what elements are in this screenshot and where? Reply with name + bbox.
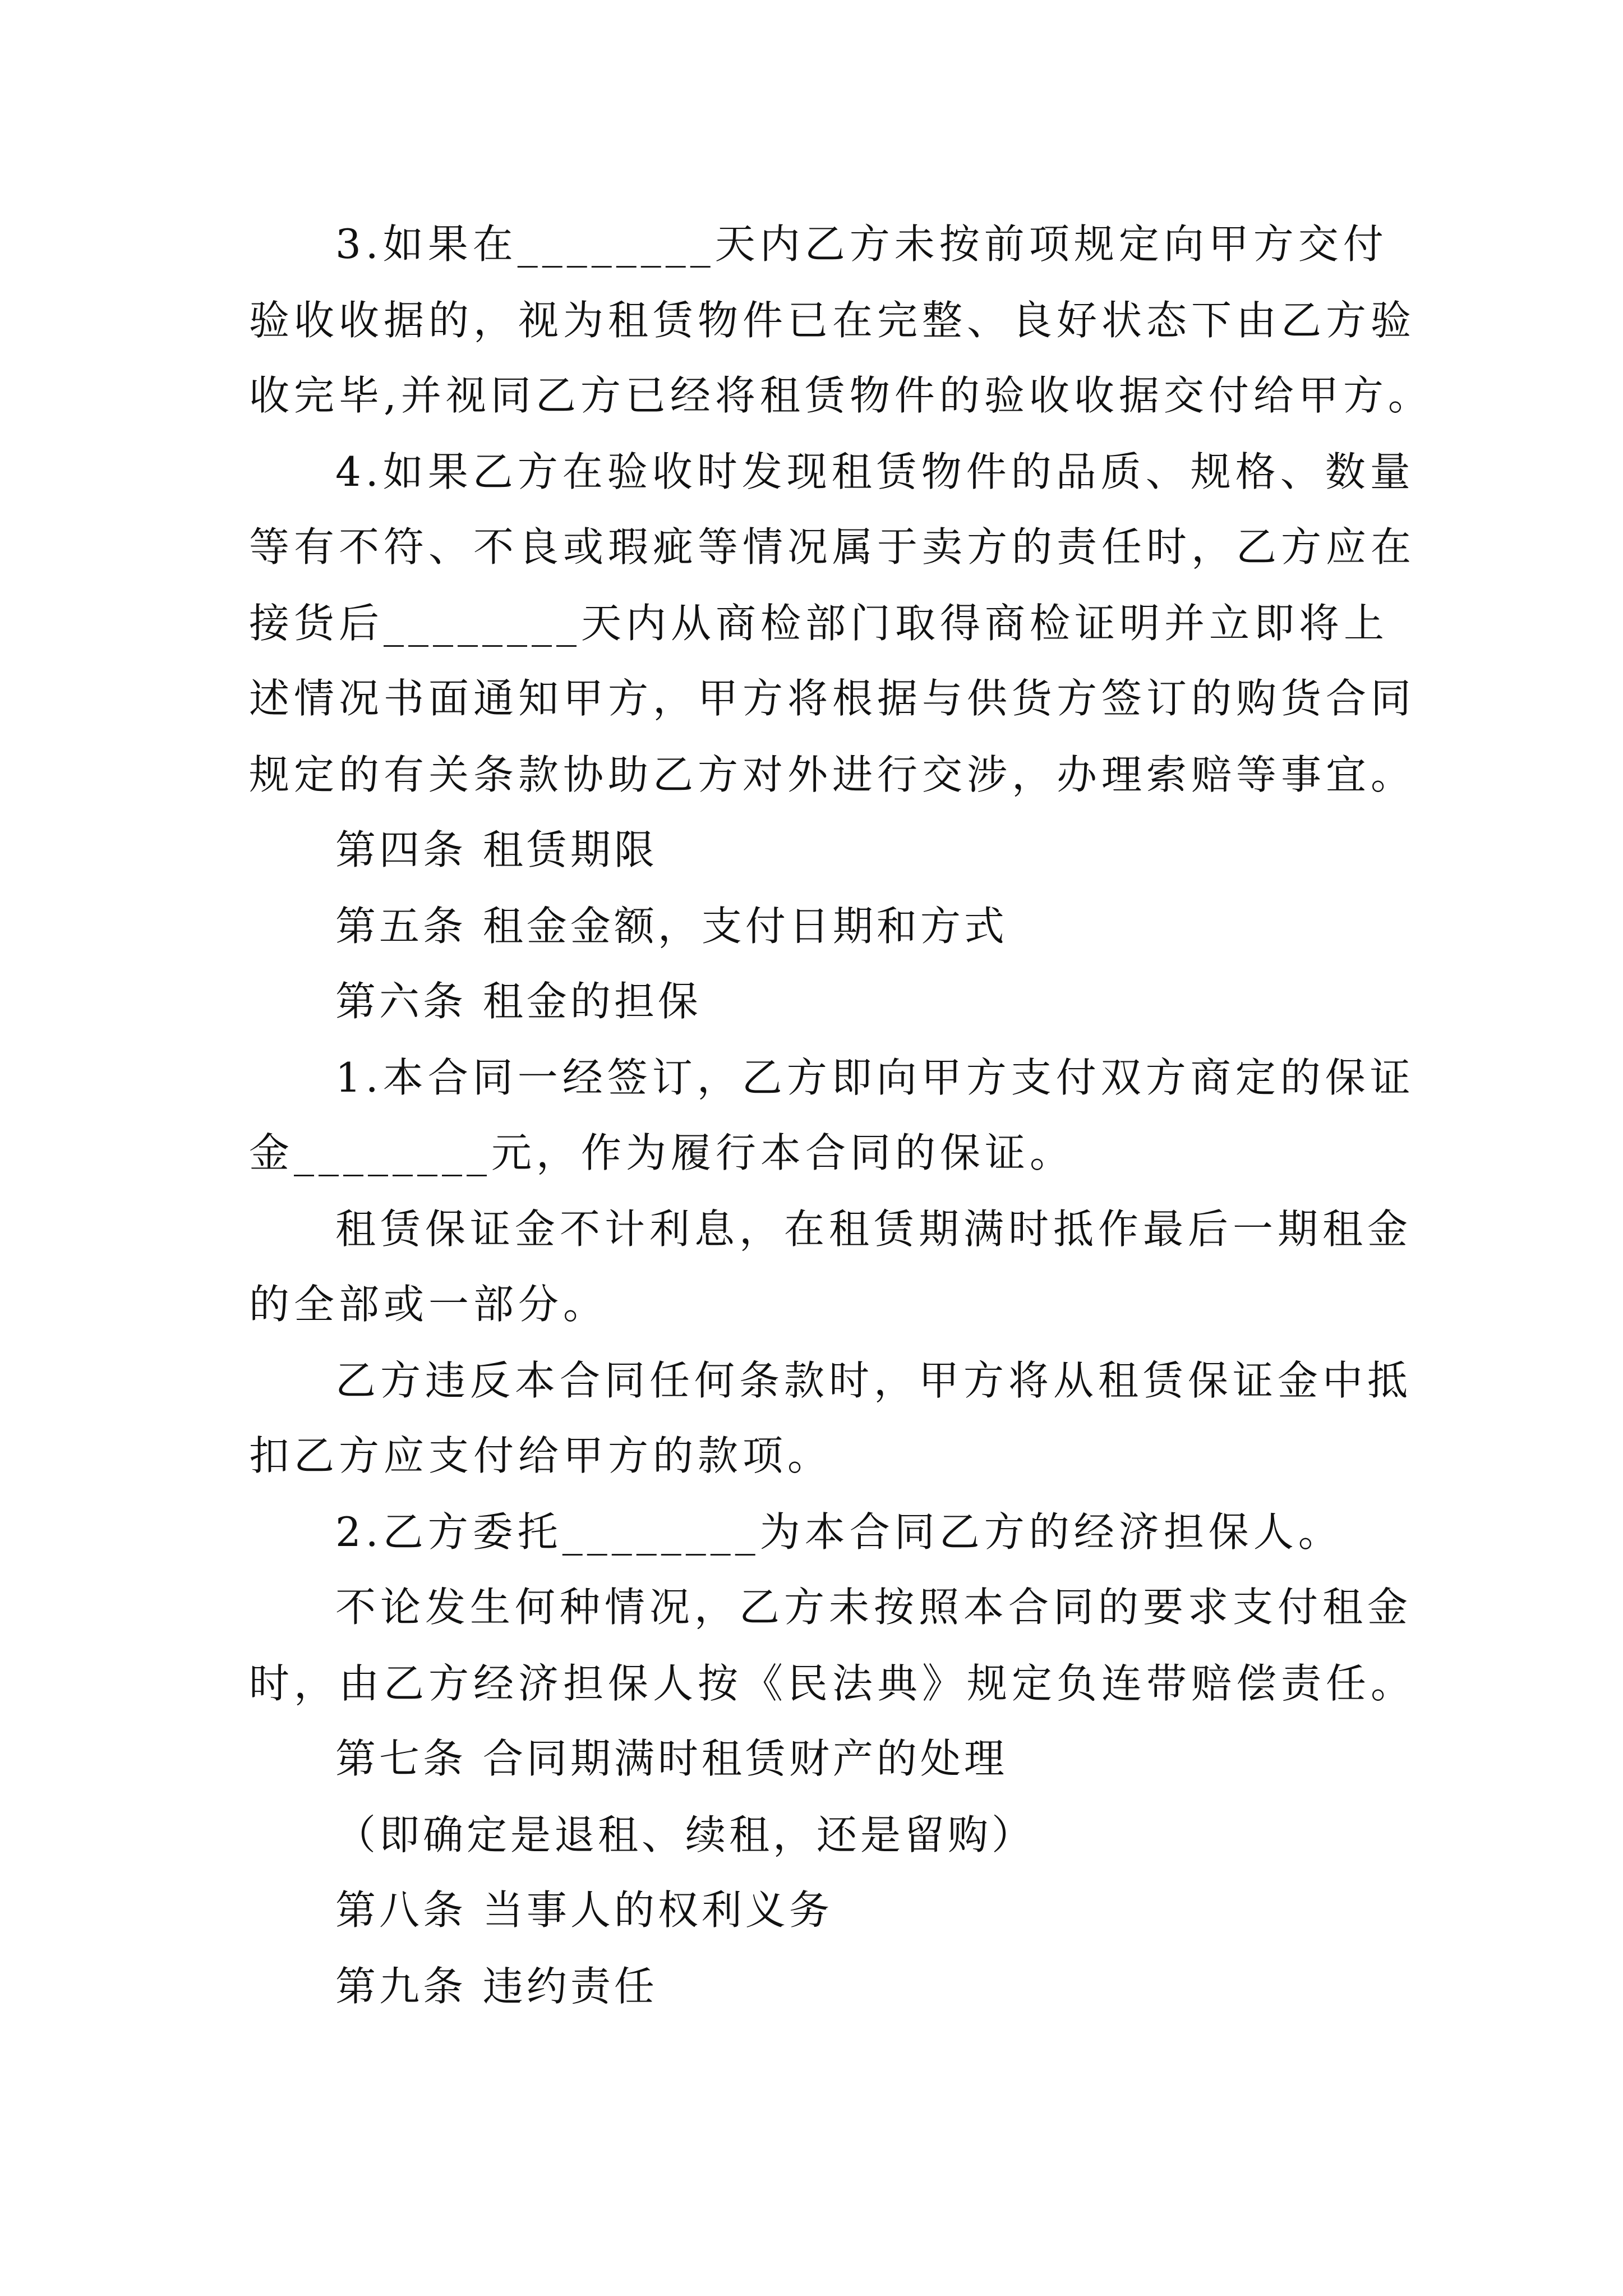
article-5-heading: 第五条 租金金额，支付日期和方式	[335, 903, 1008, 950]
article-4-heading: 第四条 租赁期限	[335, 826, 658, 873]
article-6-heading: 第六条 租金的担保	[335, 978, 702, 1025]
clause-4-line-1: 4.如果乙方在验收时发现租赁物件的品质、规格、数量	[335, 448, 1415, 495]
article-7-heading: 第七条 合同期满时租赁财产的处理	[335, 1735, 1008, 1782]
deposit-interest-line-1: 租赁保证金不计利息，在租赁期满时抵作最后一期租金	[335, 1205, 1413, 1253]
article-7-note: （即确定是退租、续租，还是留购）	[335, 1811, 1036, 1858]
deposit-clause-line-1: 1.本合同一经签订，乙方即向甲方支付双方商定的保证	[335, 1054, 1415, 1101]
clause-4-line-4: 述情况书面通知甲方，甲方将根据与供货方签订的购货合同	[249, 675, 1416, 722]
breach-deduction-line-2: 扣乙方应支付给甲方的款项。	[249, 1432, 833, 1479]
article-9-heading: 第九条 违约责任	[335, 1963, 658, 2010]
guarantor-clause-line: 2.乙方委托________为本合同乙方的经济担保人。	[335, 1508, 1343, 1556]
clause-3-line-1: 3.如果在________天内乙方未按前项规定向甲方交付	[335, 220, 1388, 268]
clause-4-line-2: 等有不符、不良或瑕疵等情况属于卖方的责任时，乙方应在	[249, 523, 1416, 570]
guarantor-liability-line-1: 不论发生何种情况，乙方未按照本合同的要求支付租金	[335, 1584, 1413, 1631]
clause-4-line-3: 接货后________天内从商检部门取得商检证明并立即将上	[249, 600, 1389, 647]
clause-3-line-3: 收完毕,并视同乙方已经将租赁物件的验收收据交付给甲方。	[249, 372, 1433, 419]
article-8-heading: 第八条 当事人的权利义务	[335, 1887, 833, 1934]
guarantor-liability-line-2: 时，由乙方经济担保人按《民法典》规定负连带赔偿责任。	[249, 1660, 1416, 1707]
deposit-clause-line-2: 金________元，作为履行本合同的保证。	[249, 1129, 1075, 1176]
clause-4-line-5: 规定的有关条款协助乙方对外进行交涉，办理索赔等事宜。	[249, 751, 1416, 798]
breach-deduction-line-1: 乙方违反本合同任何条款时，甲方将从租赁保证金中抵	[335, 1357, 1413, 1404]
deposit-interest-line-2: 的全部或一部分。	[249, 1281, 608, 1328]
clause-3-line-2: 验收收据的，视为租赁物件已在完整、良好状态下由乙方验	[249, 297, 1416, 344]
